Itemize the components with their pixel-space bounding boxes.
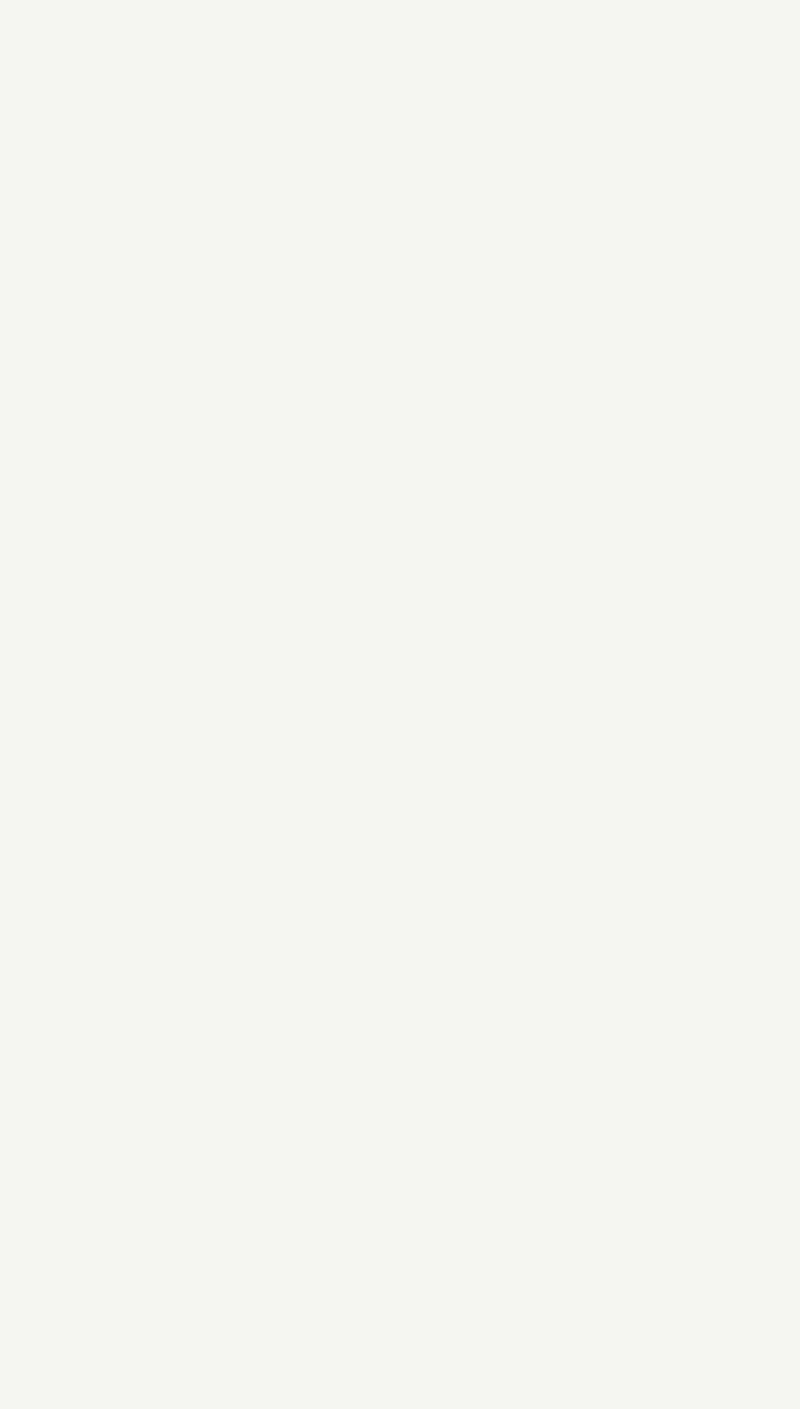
top-ornament-border — [30, 93, 770, 115]
bottom-ornament-border — [30, 1316, 770, 1338]
